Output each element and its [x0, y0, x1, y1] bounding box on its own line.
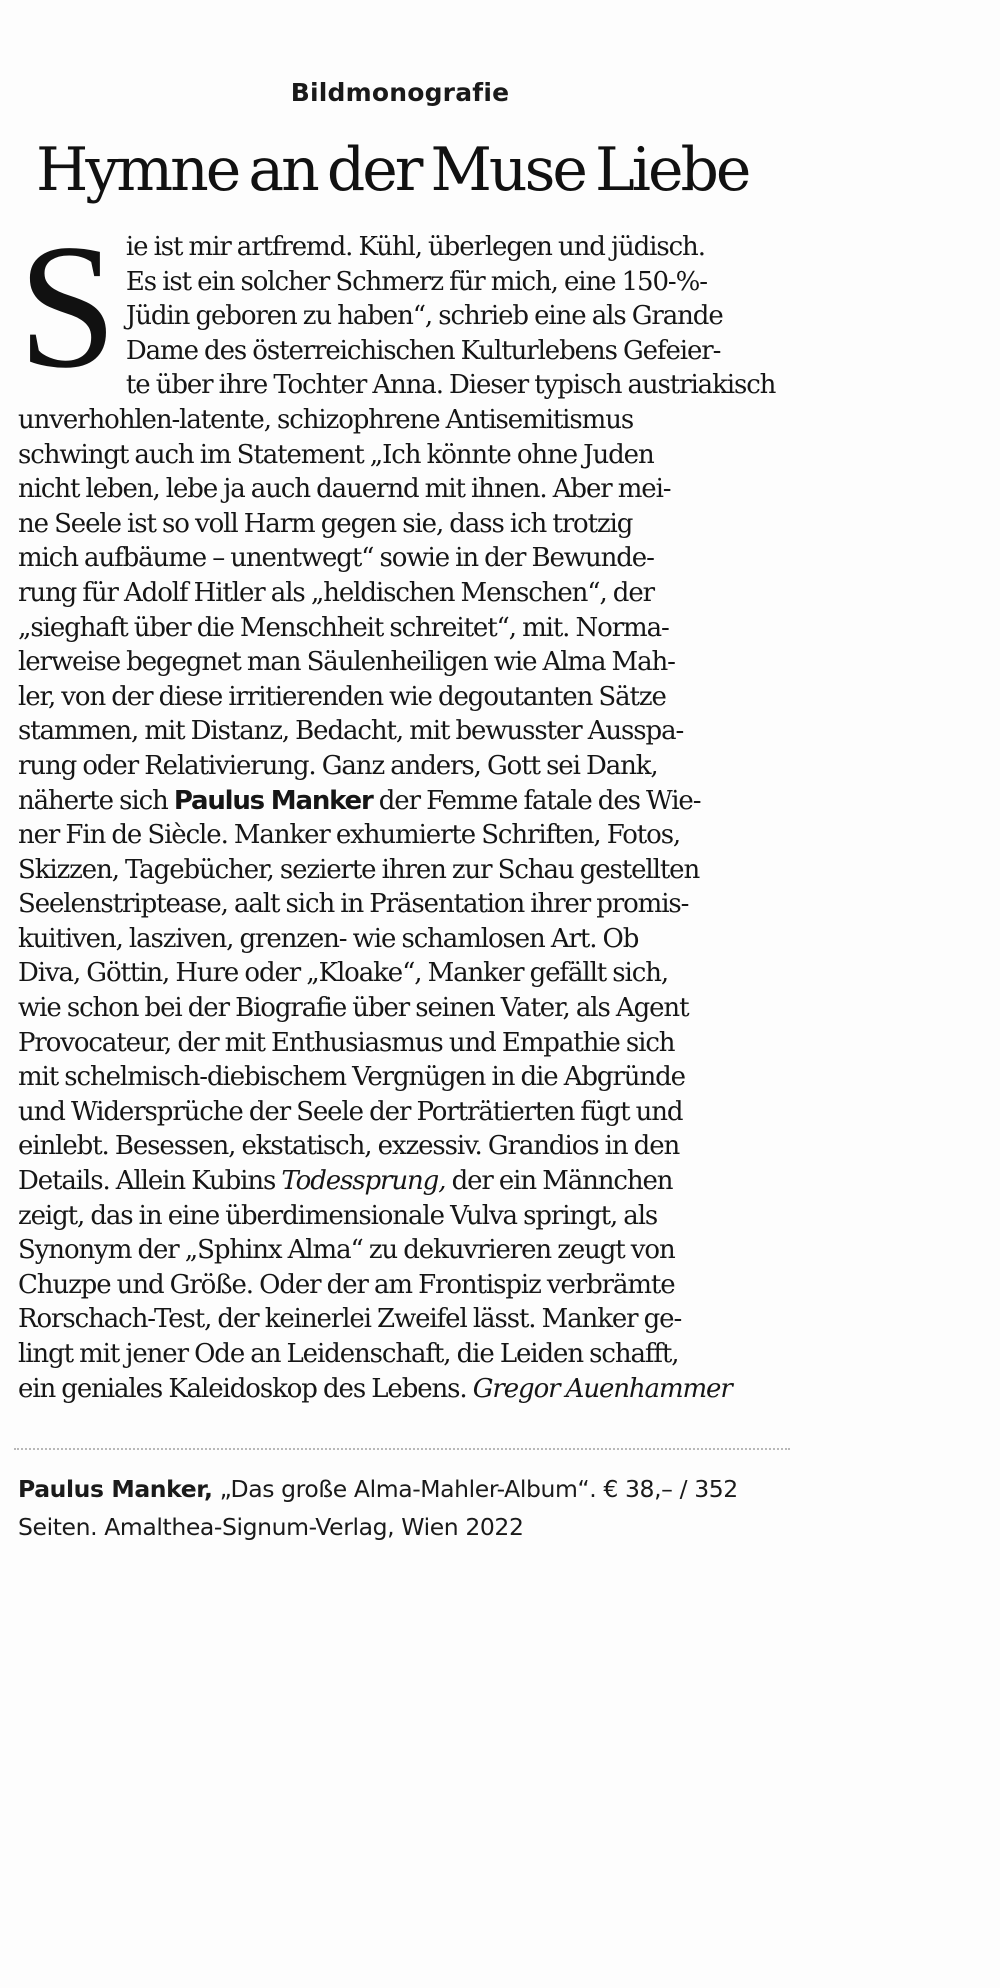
body-line: ner Fin de Siècle. Manker exhumierte Schriften, Fotos, — [18, 820, 681, 851]
body-line: rung oder Relativierung. Ganz anders, Gott sei Dank, — [18, 750, 658, 781]
body-line: ler, von der diese irritierenden wie degoutanten Sätze — [18, 681, 666, 712]
caption-book-title-price: „Das große Alma-Mahler-Album“. € 38,– / 352 — [219, 1475, 738, 1503]
body-line: te über ihre Tochter Anna. Dieser typisch austriakisch — [125, 370, 776, 401]
caption-line: Seiten. Amalthea-Signum-Verlag, Wien 2022 — [18, 1513, 524, 1541]
body-line: stammen, mit Distanz, Bedacht, mit bewusster Ausspa- — [18, 716, 684, 747]
italic-work-title: Todessprung, — [281, 1166, 446, 1197]
body-line: mich aufbäume – unentwegt“ sowie in der Bewunde- — [18, 543, 654, 574]
body-line: kuitiven, lasziven, grenzen- wie schamlosen Art. Ob — [18, 923, 639, 954]
body-line: lerweise begegnet man Säulenheiligen wie Alma Mah- — [18, 647, 675, 678]
body-line: Provocateur, der mit Enthusiasmus und Empathie sich — [18, 1027, 675, 1058]
body-line: „sieghaft über die Menschheit schreitet“, mit. Norma- — [18, 612, 669, 643]
body-text-fragment: der ein Männchen — [451, 1166, 673, 1197]
body-line: nicht leben, lebe ja auch dauernd mit ihnen. Aber mei- — [18, 474, 671, 505]
body-line: Es ist ein solcher Schmerz für mich, eine 150-%- — [125, 266, 707, 297]
body-line: Jüdin geboren zu haben“, schrieb eine als Grande — [125, 301, 723, 332]
body-line: ie ist mir artfremd. Kühl, überlegen und jüdisch. — [125, 232, 705, 262]
body-text-fragment: der Femme fatale des Wie- — [378, 785, 701, 816]
body-line: Seelenstriptease, aalt sich in Präsentation ihrer promis- — [18, 889, 689, 920]
body-line: Dame des österreichischen Kulturlebens Gefeier- — [125, 335, 721, 366]
body-line: schwingt auch im Statement „Ich könnte ohne Juden — [18, 439, 654, 470]
dotted-separator — [14, 1448, 790, 1450]
body-line: lingt mit jener Ode an Leidenschaft, die Leiden schafft, — [18, 1339, 679, 1369]
section-kicker: Bildmonografie — [290, 78, 510, 107]
body-line: unverhohlen-latente, schizophrene Antisemitismus — [18, 404, 634, 435]
book-info-caption — [18, 1470, 798, 1546]
body-line: ne Seele ist so voll Harm gegen sie, dass ich trotzig — [18, 508, 633, 539]
body-text-fragment: Details. Allein Kubins — [18, 1166, 276, 1197]
body-line — [18, 784, 788, 819]
body-line: Diva, Göttin, Hure oder „Kloake“, Manker gefällt sich, — [18, 958, 669, 989]
article-body — [18, 207, 788, 1406]
bold-author-name: Paulus Manker — [173, 785, 373, 816]
body-line: mit schelmisch-diebischem Vergnügen in die Abgründe — [18, 1062, 685, 1093]
body-line — [18, 1372, 788, 1407]
body-line: wie schon bei der Biografie über seinen Vater, als Agent — [18, 993, 689, 1024]
body-line: Skizzen, Tagebücher, sezierte ihren zur Schau gestellten — [18, 854, 700, 885]
body-line: und Widersprüche der Seele der Porträtierten fügt und — [18, 1096, 683, 1127]
body-line: rung für Adolf Hitler als „heldischen Menschen“, der — [18, 577, 654, 608]
body-line: Chuzpe und Größe. Oder der am Frontispiz verbrämte — [18, 1269, 675, 1300]
caption-author-name: Paulus Manker, — [18, 1475, 213, 1503]
article-author-signature: Gregor Auenhammer — [472, 1373, 732, 1404]
article-headline: Hymne an der Muse Liebe — [36, 135, 749, 205]
drop-cap-letter: S — [18, 207, 116, 405]
body-line: Synonym der „Sphinx Alma“ zu dekuvrieren zeugt von — [18, 1235, 675, 1266]
body-text-fragment: näherte sich — [18, 785, 168, 816]
body-line: zeigt, das in eine überdimensionale Vulva springt, als — [18, 1200, 658, 1231]
caption-line — [18, 1470, 798, 1508]
body-line: einlebt. Besessen, ekstatisch, exzessiv. Grandios in den — [18, 1131, 680, 1162]
body-line: Rorschach-Test, der keinerlei Zweifel lässt. Manker ge- — [18, 1304, 682, 1335]
body-line — [18, 1164, 788, 1199]
body-text-fragment: ein geniales Kaleidoskop des Lebens. — [18, 1373, 467, 1404]
